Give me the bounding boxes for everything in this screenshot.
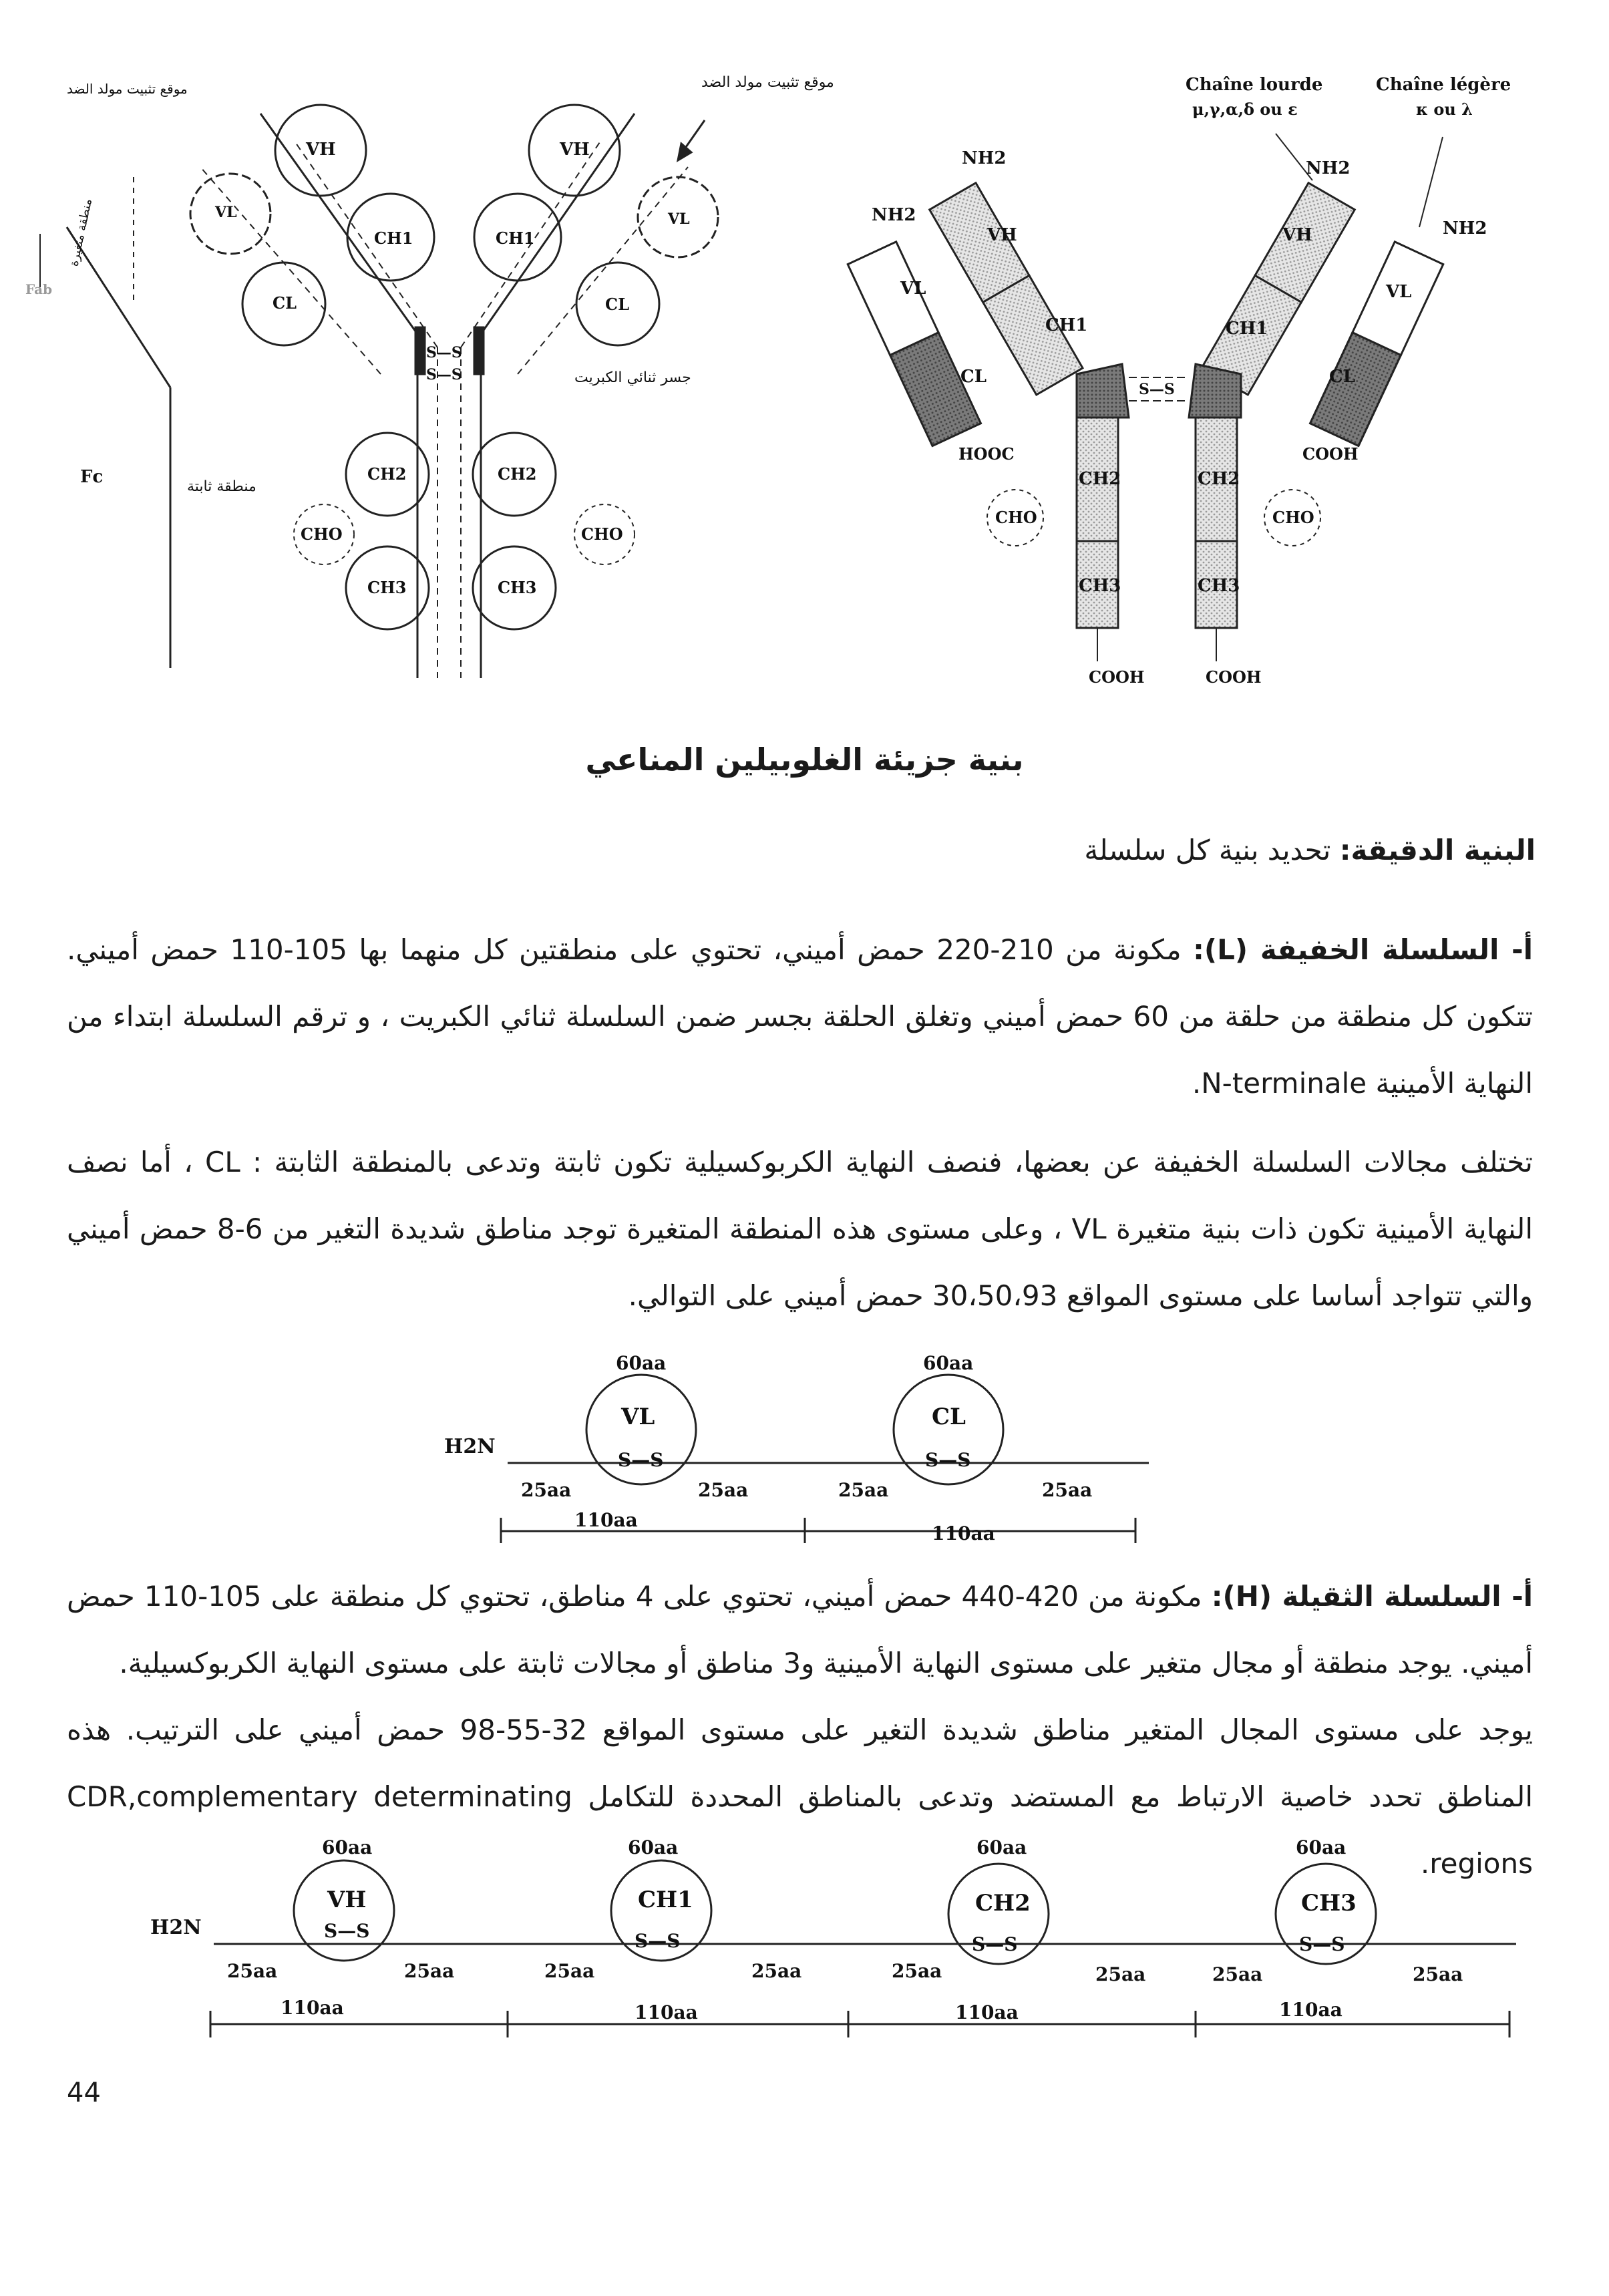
- page-number: 44: [67, 2078, 101, 2108]
- label-disulfide-bridge: جسر ثنائي الكبريت: [574, 369, 691, 386]
- light-seg-3: 25aa: [838, 1479, 889, 1501]
- light-domain-2: 110aa: [932, 1522, 995, 1543]
- light-loop-size-2: 60aa: [923, 1352, 974, 1374]
- label-ss: S—S: [1139, 381, 1175, 398]
- label-cooh-c: COOH: [1206, 667, 1262, 687]
- label-cooh-a: COOH: [1302, 444, 1359, 464]
- label-heavy-chain: Chaîne lourde: [1186, 75, 1323, 95]
- light-chain-diagram: [0, 1343, 1609, 1543]
- heavy-domain-1: 110aa: [281, 1997, 344, 2019]
- light-start-label: H2N: [444, 1435, 496, 1458]
- heavy-seg-6: 25aa: [1095, 1963, 1146, 1985]
- heavy-seg-2: 25aa: [404, 1960, 455, 1982]
- label-vl-right: VL: [668, 210, 690, 228]
- heavy-chain-text-1: مكونة من 420-440 حمض أميني، تحتوي على 4 مناطق، تحتوي كل منطقة على 105-110 حمض أميني. يوجد منطقة أو مجال متغير على مستوى النهاية الأمينية و3 مناطق أو مجالات ثابتة على مستوى النهاية الكربوكسيلية.: [67, 1580, 1533, 1679]
- label-vh-right: VH: [560, 140, 590, 160]
- label-constant-region: منطقة ثابتة: [187, 478, 256, 495]
- label-vl-b: VL: [1386, 282, 1412, 302]
- fine-structure-heading: [1084, 834, 1536, 866]
- heavy-loop-size-2: 60aa: [628, 1836, 679, 1858]
- label-ch3-right: CH3: [498, 578, 537, 597]
- label-ch2-right: CH2: [498, 464, 537, 484]
- heavy-ss-4: S—S: [1299, 1933, 1345, 1955]
- light-loop-cl: CL: [932, 1404, 966, 1430]
- light-domain-1: 110aa: [574, 1509, 638, 1531]
- figure-caption: بنية جزيئة الغلوبيلين المناعي: [585, 742, 1024, 778]
- heavy-seg-8: 25aa: [1413, 1963, 1463, 1985]
- heavy-seg-3: 25aa: [544, 1960, 595, 1982]
- fine-structure-subtitle: تحديد بنية كل سلسلة: [1084, 834, 1331, 866]
- label-ch1-b: CH1: [1226, 319, 1268, 339]
- light-loop-vl: VL: [621, 1404, 655, 1430]
- light-chain-paragraph-2: [67, 1129, 1533, 1329]
- label-light-chain-types: κ ou λ: [1416, 100, 1473, 119]
- label-nh2-b: NH2: [1306, 158, 1351, 178]
- label-ch1-right: CH1: [496, 228, 535, 248]
- label-cl-b: CL: [1329, 367, 1355, 387]
- heavy-loop-ch3: CH3: [1301, 1890, 1357, 1917]
- label-ch3-left: CH3: [367, 578, 407, 597]
- heavy-loop-size-3: 60aa: [976, 1836, 1027, 1858]
- heavy-loop-ch2: CH2: [975, 1890, 1031, 1917]
- label-cho-b: CHO: [1272, 508, 1314, 527]
- label-ch2-left: CH2: [367, 464, 407, 484]
- label-ch3-a: CH3: [1079, 576, 1121, 596]
- light-chain-text-2: تختلف مجالات السلسلة الخفيفة عن بعضها، فنصف النهاية الكربوكسيلية تكون ثابتة وتدعى بالمنطقة الثابتة : CL ، أما نصف النهاية الأمينية تكون ذات بنية متغيرة VL ، وعلى مستوى هذه المنطقة المتغيرة توجد مناطق شديدة التغير من 6-8 حمض أميني والتي تتواجد أساسا على مستوى المواقع 30،50،93 حمض أميني على التوالي.: [67, 1146, 1533, 1312]
- label-vl-left: VL: [215, 204, 237, 221]
- heavy-chain-label: أ- السلسلة الثقيلة (H):: [1211, 1580, 1534, 1613]
- heavy-loop-size-4: 60aa: [1296, 1836, 1347, 1858]
- light-loop-size-1: 60aa: [616, 1352, 667, 1374]
- heavy-domain-2: 110aa: [635, 2001, 698, 2023]
- light-ss-2: S—S: [925, 1449, 971, 1471]
- label-ch1-a: CH1: [1045, 315, 1088, 335]
- heavy-loop-ch1: CH1: [638, 1887, 693, 1913]
- heavy-seg-5: 25aa: [892, 1960, 942, 1982]
- label-ss-2: S—S: [426, 366, 462, 383]
- label-ss-1: S—S: [426, 344, 462, 361]
- label-ch1-left: CH1: [374, 228, 413, 248]
- heavy-ss-1: S—S: [324, 1920, 370, 1942]
- heavy-domain-3: 110aa: [955, 2001, 1019, 2023]
- label-cl-left: CL: [273, 293, 297, 313]
- label-ch2-b: CH2: [1198, 469, 1240, 489]
- label-fab: Fab: [25, 281, 53, 297]
- light-chain-text: مكونة من 210-220 حمض أميني، تحتوي على منطقتين كل منهما بها 105-110 حمض أميني. تتكون كل منطقة من حلقة من 60 حمض أميني وتغلق الحلقة بجسر ضمن السلسلة ثنائي الكبريت ، و ترقم السلسلة ابتداء من النهاية الأمينية N-terminale.: [67, 933, 1533, 1100]
- label-cl-a: CL: [960, 367, 987, 387]
- label-ch3-b: CH3: [1198, 576, 1240, 596]
- heavy-loop-size-1: 60aa: [322, 1836, 373, 1858]
- light-chain-paragraph: [67, 917, 1533, 1117]
- label-vh-b: VH: [1282, 225, 1312, 245]
- light-seg-4: 25aa: [1042, 1479, 1093, 1501]
- label-light-chain: Chaîne légère: [1376, 75, 1511, 95]
- heavy-seg-1: 25aa: [227, 1960, 278, 1982]
- heavy-domain-4: 110aa: [1279, 1999, 1343, 2021]
- label-cooh-b: COOH: [1089, 667, 1145, 687]
- heavy-ss-3: S—S: [972, 1933, 1018, 1955]
- light-ss-1: S—S: [618, 1449, 664, 1471]
- heavy-seg-4: 25aa: [751, 1960, 802, 1982]
- label-variable-region: منطقة متغيرة: [67, 197, 96, 268]
- heavy-seg-7: 25aa: [1212, 1963, 1263, 1985]
- heavy-chain-diagram: [0, 1830, 1609, 2037]
- label-nh2-d: NH2: [1443, 218, 1487, 238]
- fine-structure-title: البنية الدقيقة:: [1339, 834, 1536, 866]
- light-seg-2: 25aa: [698, 1479, 749, 1501]
- label-vl-a: VL: [900, 279, 926, 299]
- right-figure-labels: [872, 75, 1511, 687]
- label-vh-a: VH: [987, 225, 1017, 245]
- heavy-start-label: H2N: [150, 1916, 202, 1939]
- label-nh2-c: NH2: [872, 205, 916, 225]
- label-heavy-chain-types: μ,γ,α,δ ou ε: [1192, 100, 1298, 119]
- label-hooc: HOOC: [958, 444, 1015, 464]
- heavy-ss-2: S—S: [635, 1930, 681, 1952]
- label-cho-left: CHO: [301, 524, 343, 544]
- label-antigen-site-right: موقع تثبيت مولد الضد: [701, 74, 834, 91]
- label-cl-right: CL: [605, 295, 629, 314]
- heavy-loop-vh: VH: [327, 1887, 367, 1913]
- light-chain-label: أ- السلسلة الخفيفة (L):: [1193, 933, 1533, 966]
- label-ch2-a: CH2: [1079, 469, 1121, 489]
- light-seg-1: 25aa: [521, 1479, 572, 1501]
- label-antigen-site-left: موقع تثبيت مولد الضد: [67, 81, 188, 97]
- heavy-chain-text-2: يوجد على مستوى المجال المتغير مناطق شديدة التغير على مستوى المواقع 32-55-98 حمض أميني على الترتيب. هذه المناطق تحدد خاصية الارتباط مع المستضد وتدعى بالمناطق المحددة للتكامل CDR,complementary determinating regions.: [67, 1713, 1533, 1880]
- label-cho-a: CHO: [995, 508, 1037, 527]
- antibody-figures: [0, 0, 1609, 721]
- label-vh-left: VH: [306, 140, 336, 160]
- label-cho-right: CHO: [581, 524, 623, 544]
- label-fc: Fc: [80, 467, 104, 487]
- label-nh2-a: NH2: [962, 148, 1007, 168]
